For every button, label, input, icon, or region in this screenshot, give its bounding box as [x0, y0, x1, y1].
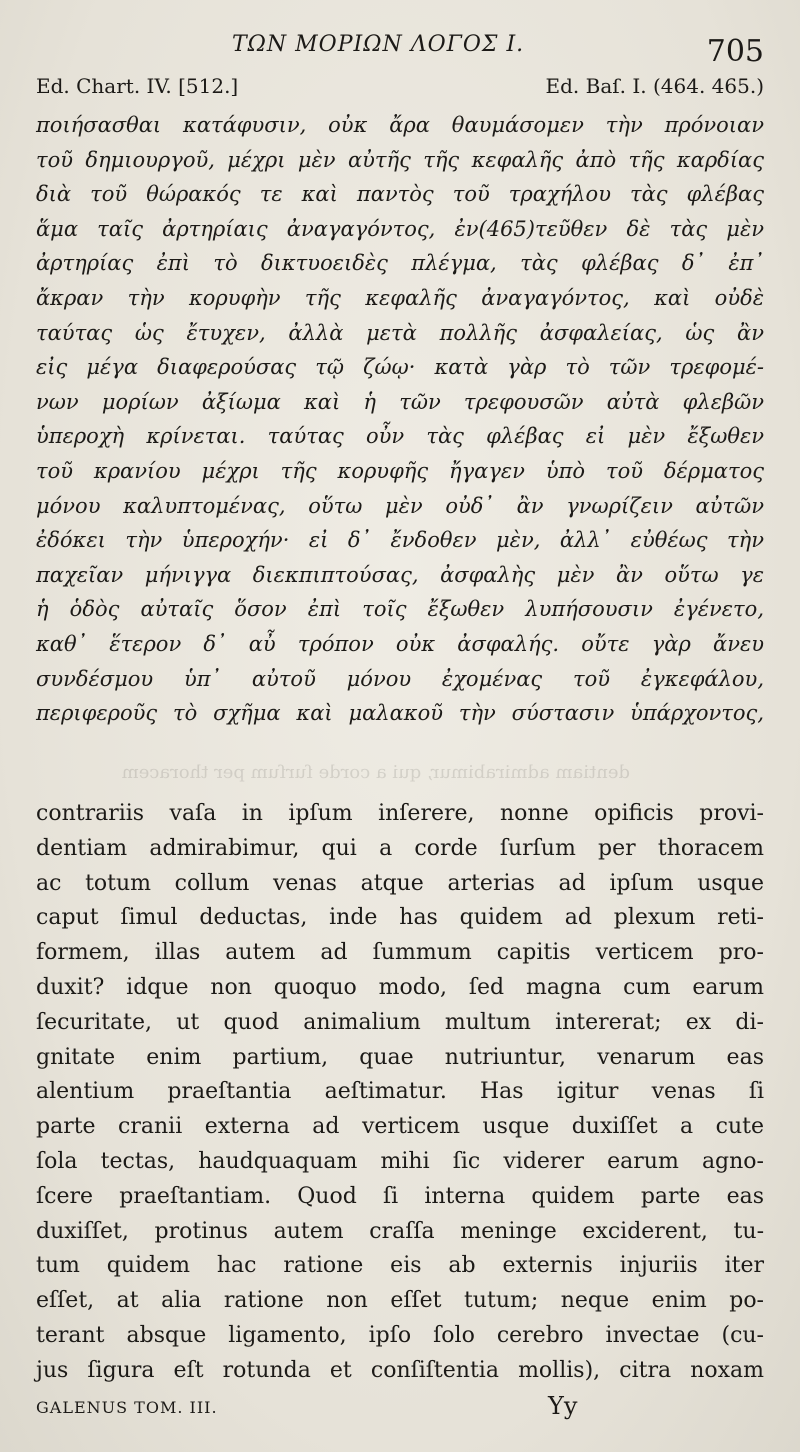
latin-line: parte cranii externa ad verticem usque duxiſſet a cute	[36, 1114, 764, 1140]
greek-line: ἡ ὁδὸς αὐταῖς ὅσον ἐπὶ τοῖς ἔξωθεν λυπήσουσιν ἐγένετο,	[36, 597, 764, 622]
greek-line: εἰς μέγα διαφερούσας τῷ ζώῳ· κατὰ γὰρ τὸ τῶν τρεφομέ-	[36, 355, 764, 380]
greek-line: ἐδόκει τὴν ὑπεροχήν· εἰ δ᾽ ἔνδοθεν μὲν, ἀλλ᾽ εὐθέως τὴν	[36, 528, 764, 553]
greek-line: ἀρτηρίας ἐπὶ τὸ δικτυοειδὲς πλέγμα, τὰς φλέβας δ᾽ ἐπ᾽	[36, 251, 764, 276]
latin-line: terant absque ligamento, ipſo ſolo cerebro invectae (cu-	[36, 1322, 764, 1348]
greek-line: ἄκραν τὴν κορυφὴν τῆς κεφαλῆς ἀναγαγόντος, καὶ οὐδὲ	[36, 285, 764, 310]
page-footer	[36, 1392, 764, 1424]
volume-signature: GALENUS TOM. III.	[36, 1398, 218, 1417]
latin-line: ſecuritate, ut quod animalium multum intererat; ex di-	[36, 1009, 764, 1035]
page-number: 705	[706, 34, 764, 69]
greek-line: μόνου καλυπτομένας, οὕτω μὲν οὐδ᾽ ἂν γνωρίζειν αὐτῶν	[36, 493, 764, 518]
latin-line: jus ſigura eſt rotunda et conſiſtentia mollis), citra noxam	[36, 1357, 764, 1383]
greek-line: διὰ τοῦ θώρακός τε καὶ παντὸς τοῦ τραχήλου τὰς φλέβας	[36, 182, 764, 207]
show-through-text	[121, 762, 630, 783]
greek-line: καθ᾽ ἕτερον δ᾽ αὖ τρόπον οὐκ ἀσφαλής. οὔτε γὰρ ἄνευ	[36, 631, 764, 656]
latin-line: caput ſimul deductas, inde has quidem ad plexum reti-	[36, 905, 764, 931]
latin-line: formem, illas autem ad ſummum capitis verticem pro-	[36, 940, 764, 966]
running-head	[0, 28, 800, 68]
latin-line: duxit? idque non quoquo modo, ſed magna cum earum	[36, 974, 764, 1000]
edition-ref-basel: Ed. Baſ. I. (464. 465.)	[545, 74, 764, 98]
latin-line: ſcere praeſtantiam. Quod ſi interna quidem parte eas	[36, 1183, 764, 1209]
greek-text-block	[36, 108, 764, 731]
greek-line: παχεῖαν μήνιγγα διεκπιπτούσας, ἀσφαλὴς μὲν ἂν οὕτω γε	[36, 562, 764, 587]
greek-line: νων μορίων ἀξίωμα καὶ ἡ τῶν τρεφουσῶν αὐτὰ φλεβῶν	[36, 389, 764, 414]
greek-line: ὑπεροχὴ κρίνεται. ταύτας οὖν τὰς φλέβας εἰ μὲν ἔξωθεν	[36, 424, 764, 449]
greek-line: τοῦ κρανίου μέχρι τῆς κορυφῆς ἤγαγεν ὑπὸ τοῦ δέρματος	[36, 458, 764, 483]
greek-line: περιφεροῦς τὸ σχῆμα καὶ μαλακοῦ τὴν σύστασιν ὑπάρχοντος,	[36, 701, 764, 726]
latin-line: ac totum collum venas atque arterias ad ipſum usque	[36, 870, 764, 896]
latin-text-block	[36, 797, 764, 1389]
edition-ref-chartier: Ed. Chart. IV. [512.]	[36, 74, 239, 98]
running-title: ΤΩΝ ΜΟΡΙΩΝ ΛΟΓΟΣ Ι.	[232, 32, 525, 57]
latin-line: tum quidem hac ratione eis ab externis injuriis iter	[36, 1253, 764, 1279]
show-through-line: dentiam admirabimur, qui a corde ſurſum per thoracem	[121, 762, 630, 783]
latin-line: contrariis vaſa in ipſum inſerere, nonne opificis provi-	[36, 801, 764, 826]
greek-line: τοῦ δημιουργοῦ, μέχρι μὲν αὐτῆς τῆς κεφαλῆς ἀπὸ τῆς καρδίας	[36, 147, 764, 172]
latin-line: duxiſſet, protinus autem craſſa meninge exciderent, tu-	[36, 1218, 764, 1244]
greek-line: συνδέσμου ὑπ᾽ αὐτοῦ μόνου ἐχομένας τοῦ ἐγκεφάλου,	[36, 666, 764, 691]
latin-line: gnitate enim partium, quae nutriuntur, venarum eas	[36, 1044, 764, 1070]
greek-line: ταύτας ὡς ἔτυχεν, ἀλλὰ μετὰ πολλῆς ἀσφαλείας, ὡς ἂν	[36, 320, 764, 345]
greek-line: ἅμα ταῖς ἀρτηρίαις ἀναγαγόντος, ἐν(465)τεῦθεν δὲ τὰς μὲν	[36, 216, 764, 241]
latin-line: dentiam admirabimur, qui a corde ſurſum per thoracem	[36, 835, 764, 861]
latin-line: eſſet, at alia ratione non eſſet tutum; neque enim po-	[36, 1288, 764, 1314]
latin-line: ſola tectas, haudquaquam mihi ſic viderer earum agno-	[36, 1148, 764, 1174]
edition-references	[36, 74, 764, 104]
latin-line: alentium praeſtantia aeſtimatur. Has igitur venas ſi	[36, 1079, 764, 1105]
greek-line: ποιήσασθαι κατάφυσιν, οὐκ ἄρα θαυμάσομεν τὴν πρόνοιαν	[36, 113, 764, 137]
gathering-signature: Yy	[548, 1392, 578, 1420]
